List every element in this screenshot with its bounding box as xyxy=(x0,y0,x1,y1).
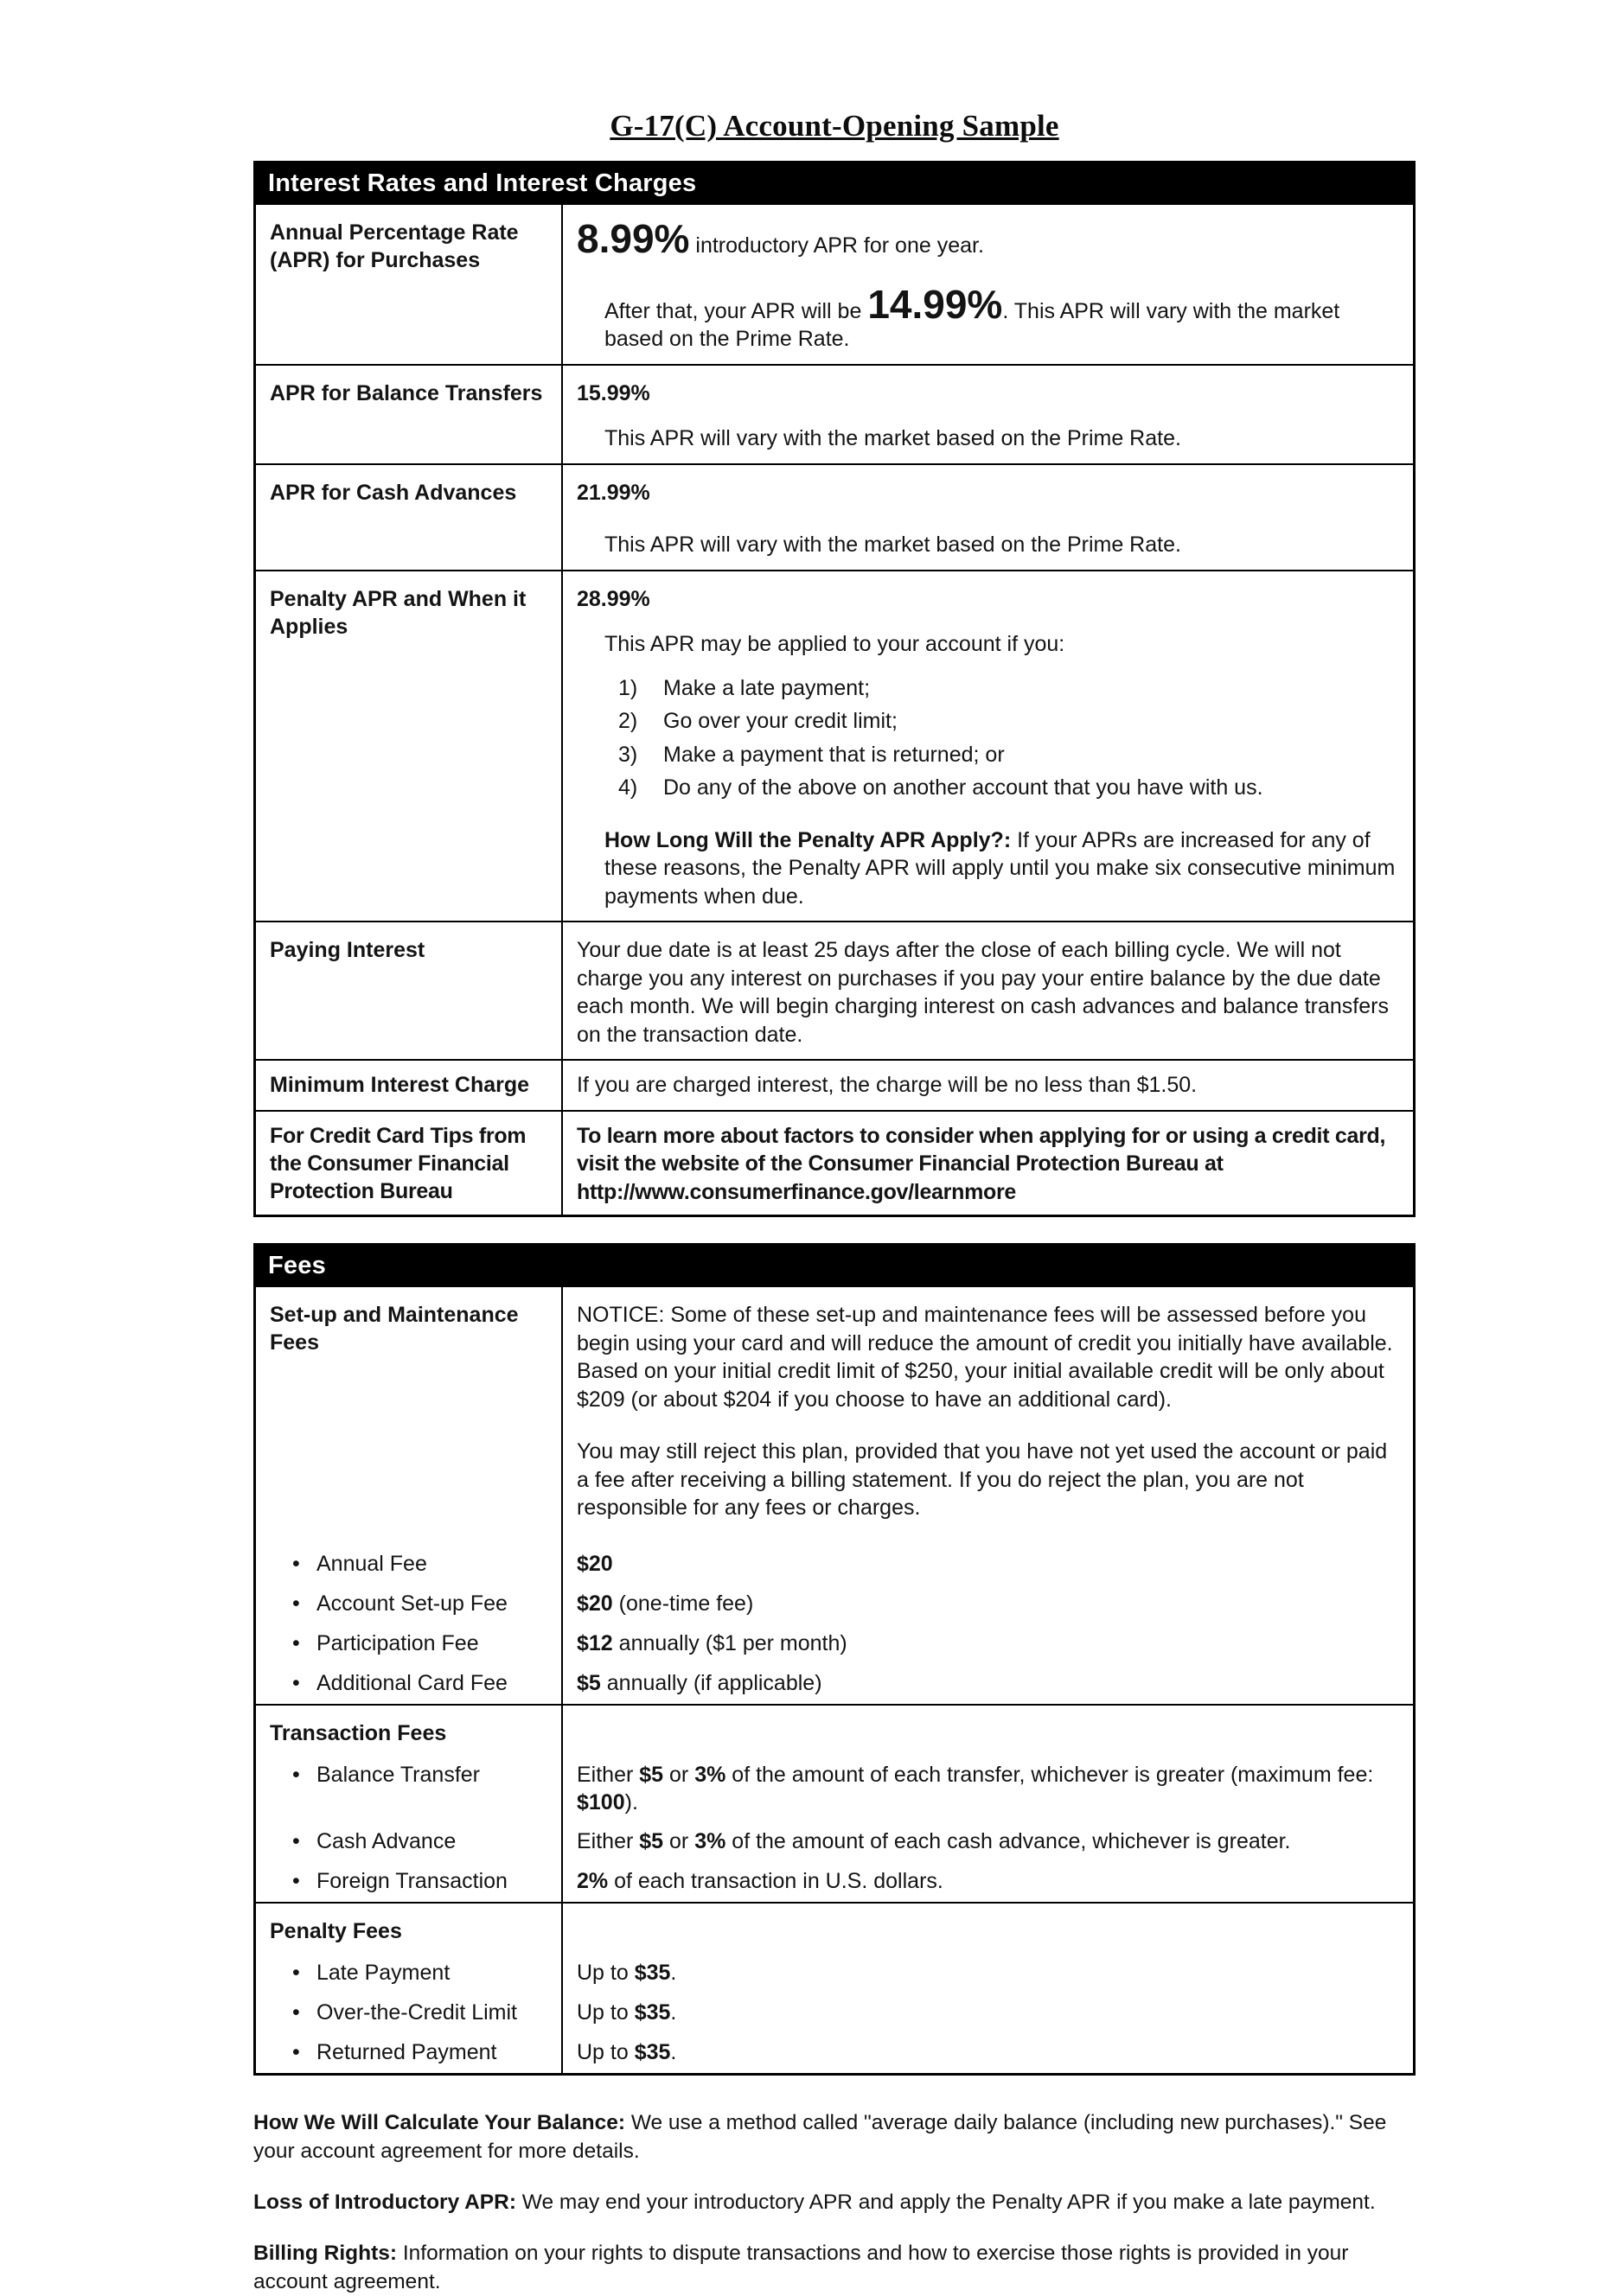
footnote-title: Billing Rights: xyxy=(253,2241,398,2265)
footnotes xyxy=(253,2108,1403,2296)
participation-fee-value: $12 annually ($1 per month) xyxy=(577,1630,847,1655)
row-cash-advance-fee xyxy=(256,1822,1413,1862)
row-balance-transfer-fee xyxy=(256,1756,1413,1822)
intro-apr-rate: 8.99% xyxy=(577,216,690,261)
bullet-icon: • xyxy=(292,1630,300,1655)
row-late-payment-fee xyxy=(256,1954,1413,1993)
minimum-interest-label: Minimum Interest Charge xyxy=(256,1061,563,1110)
balance-transfers-note: This APR will vary with the market based on the Prime Rate. xyxy=(604,426,1181,450)
reason-text: Do any of the above on another account that you have with us. xyxy=(663,775,1263,800)
paying-interest-text: Your due date is at least 25 days after the close of each billing cycle. We will not charge you any interest on purchases if you pay your entire balance by the due date each month. We will begin charging interest on cash advances and balance transfers on the transaction date. xyxy=(577,938,1389,1047)
bullet-icon: • xyxy=(292,1868,300,1893)
foreign-transaction-fee-label: Foreign Transaction xyxy=(316,1868,508,1893)
row-paying-interest xyxy=(256,921,1413,1059)
setup-notice-paragraph: NOTICE: Some of these set-up and maintenance fees will be assessed before you begin using your card and will reduce the amount of credit you initially have available. Based on your initial credit limit of $250, your initial available credit will be only about $209 (or about $204 if you choose to have an additional card). xyxy=(577,1303,1393,1412)
interest-table-header: Interest Rates and Interest Charges xyxy=(256,163,1413,205)
balance-transfer-fee-value: Either $5 or 3% of the amount of each transfer, whichever is greater (maximum fee: $100). xyxy=(577,1762,1374,1814)
row-apr-cash-advances xyxy=(256,463,1413,570)
annual-fee-value: $20 xyxy=(577,1551,613,1576)
footnote-title: How We Will Calculate Your Balance: xyxy=(253,2110,625,2134)
row-apr-purchases xyxy=(256,205,1413,364)
setup-reject-paragraph: You may still reject this plan, provided that you have not yet used the account or paid a fee after receiving a billing statement. If you do reject the plan, you are not responsible for any fees or charges. xyxy=(577,1439,1388,1520)
bullet-icon: • xyxy=(292,1551,300,1576)
after-apr-rate: 14.99% xyxy=(867,281,1003,327)
footnote-billing-rights xyxy=(253,2239,1403,2296)
document-content xyxy=(253,0,1416,2296)
reason-text: Make a payment that is returned; or xyxy=(663,742,1005,767)
reason-number: 1) xyxy=(618,675,638,700)
cash-advances-value xyxy=(563,465,1413,570)
row-account-setup-fee xyxy=(256,1585,1413,1624)
reason-text: Go over your credit limit; xyxy=(663,709,898,733)
foreign-transaction-fee-value: 2% of each transaction in U.S. dollars. xyxy=(577,1868,943,1893)
row-penalty-apr xyxy=(256,570,1413,922)
row-annual-fee xyxy=(256,1545,1413,1585)
footnote-text: Information on your rights to dispute transactions and how to exercise those rights is provided in your account agreement. xyxy=(253,2241,1349,2293)
balance-transfer-fee-label: Balance Transfer xyxy=(316,1762,480,1787)
row-foreign-transaction-fee xyxy=(256,1862,1413,1902)
reason-number: 3) xyxy=(618,742,638,767)
credit-card-tips-text: To learn more about factors to consider when applying for or using a credit card, visit the website of the Consumer Financial Protection Bureau at http://www.consumerfinance.gov/learnmore xyxy=(577,1123,1386,1204)
after-apr-prefix: After that, your APR will be xyxy=(604,298,862,323)
penalty-apr-intro: This APR may be applied to your account if you: xyxy=(604,632,1065,656)
account-setup-fee-value: $20 (one-time fee) xyxy=(577,1591,754,1616)
penalty-apr-duration xyxy=(604,826,1396,911)
row-returned-payment-fee xyxy=(256,2033,1413,2073)
interest-rates-table xyxy=(253,161,1416,1217)
transaction-fees-empty xyxy=(563,1706,1413,1756)
bullet-icon: • xyxy=(292,1960,300,1985)
penalty-apr-reasons xyxy=(618,674,1396,802)
balance-transfers-value xyxy=(563,366,1413,463)
penalty-fees-label: Penalty Fees xyxy=(256,1904,563,1954)
credit-card-tips-label: For Credit Card Tips from the Consumer Financial Protection Bureau xyxy=(256,1112,563,1215)
row-minimum-interest-charge xyxy=(256,1059,1413,1110)
footnote-balance-calculation xyxy=(253,2108,1403,2165)
intro-apr-text: introductory APR for one year. xyxy=(695,233,984,258)
bullet-icon: • xyxy=(292,1762,300,1787)
intro-apr-line xyxy=(577,216,1396,261)
setup-fees-notice xyxy=(563,1287,1413,1545)
returned-payment-fee-label: Returned Payment xyxy=(316,2039,497,2064)
after-apr-suffix: . This APR will vary with the market based on the Prime Rate. xyxy=(604,298,1340,351)
returned-payment-fee-value: Up to $35. xyxy=(577,2039,677,2064)
penalty-apr-rate: 28.99% xyxy=(577,586,650,611)
balance-transfers-rate: 15.99% xyxy=(577,380,650,405)
penalty-fees-empty xyxy=(563,1904,1413,1954)
footnote-text: We may end your introductory APR and apply the Penalty APR if you make a late payment. xyxy=(521,2190,1376,2214)
bullet-icon: • xyxy=(292,2039,300,2064)
penalty-duration-text: If your APRs are increased for any of these reasons, the Penalty APR will apply until you make six consecutive minimum payments when due. xyxy=(604,827,1396,909)
additional-card-fee-value: $5 annually (if applicable) xyxy=(577,1670,822,1695)
penalty-reason-1 xyxy=(618,674,1396,703)
bullet-icon: • xyxy=(292,1999,300,2025)
footnote-text: We use a method called "average daily balance (including new purchases)." See your account agreement for more details. xyxy=(253,2110,1387,2163)
penalty-reason-2 xyxy=(618,707,1396,736)
late-payment-fee-label: Late Payment xyxy=(316,1960,451,1985)
penalty-apr-value xyxy=(563,571,1413,922)
annual-fee-label: Annual Fee xyxy=(316,1551,427,1576)
document-title: G-17(C) Account-Opening Sample xyxy=(610,109,1059,143)
cash-advance-fee-value: Either $5 or 3% of the amount of each cash advance, whichever is greater. xyxy=(577,1828,1291,1853)
penalty-reason-3 xyxy=(618,741,1396,769)
cash-advances-note: This APR will vary with the market based on the Prime Rate. xyxy=(604,533,1181,557)
participation-fee-label: Participation Fee xyxy=(316,1630,479,1655)
fees-table xyxy=(253,1243,1416,2076)
row-over-credit-limit-fee xyxy=(256,1993,1413,2033)
fees-table-header: Fees xyxy=(256,1246,1413,1287)
row-transaction-fees-group xyxy=(256,1704,1413,1756)
bullet-icon: • xyxy=(292,1828,300,1853)
transaction-fees-label: Transaction Fees xyxy=(256,1706,563,1756)
setup-fees-label: Set-up and Maintenance Fees xyxy=(256,1287,563,1545)
penalty-reason-4 xyxy=(618,774,1396,802)
over-credit-limit-fee-value: Up to $35. xyxy=(577,1999,677,2025)
footnote-loss-of-intro-apr xyxy=(253,2188,1403,2216)
minimum-interest-text: If you are charged interest, the charge will be no less than $1.50. xyxy=(577,1073,1198,1097)
row-penalty-fees-group xyxy=(256,1902,1413,1954)
reason-text: Make a late payment; xyxy=(663,675,871,700)
penalty-duration-title: How Long Will the Penalty APR Apply?: xyxy=(604,827,1012,852)
account-setup-fee-label: Account Set-up Fee xyxy=(316,1591,508,1616)
row-additional-card-fee xyxy=(256,1664,1413,1704)
reason-number: 2) xyxy=(618,709,638,733)
footnote-title: Loss of Introductory APR: xyxy=(253,2190,516,2214)
row-setup-maintenance-fees xyxy=(256,1287,1413,1545)
reason-number: 4) xyxy=(618,775,638,800)
bullet-icon: • xyxy=(292,1670,300,1695)
paying-interest-label: Paying Interest xyxy=(256,922,563,1059)
row-apr-balance-transfers xyxy=(256,364,1413,463)
penalty-apr-label: Penalty APR and When it Applies xyxy=(256,571,563,922)
over-credit-limit-fee-label: Over-the-Credit Limit xyxy=(316,1999,517,2025)
after-apr-line xyxy=(604,281,1396,354)
additional-card-fee-label: Additional Card Fee xyxy=(316,1670,508,1695)
row-participation-fee xyxy=(256,1624,1413,1664)
cash-advances-rate: 21.99% xyxy=(577,480,650,505)
cash-advance-fee-label: Cash Advance xyxy=(316,1828,457,1853)
row-credit-card-tips xyxy=(256,1110,1413,1215)
apr-purchases-label: Annual Percentage Rate (APR) for Purchases xyxy=(256,205,563,364)
apr-purchases-value xyxy=(563,205,1413,364)
bullet-icon: • xyxy=(292,1591,300,1616)
late-payment-fee-value: Up to $35. xyxy=(577,1960,677,1985)
cash-advances-label: APR for Cash Advances xyxy=(256,465,563,570)
balance-transfers-label: APR for Balance Transfers xyxy=(256,366,563,463)
